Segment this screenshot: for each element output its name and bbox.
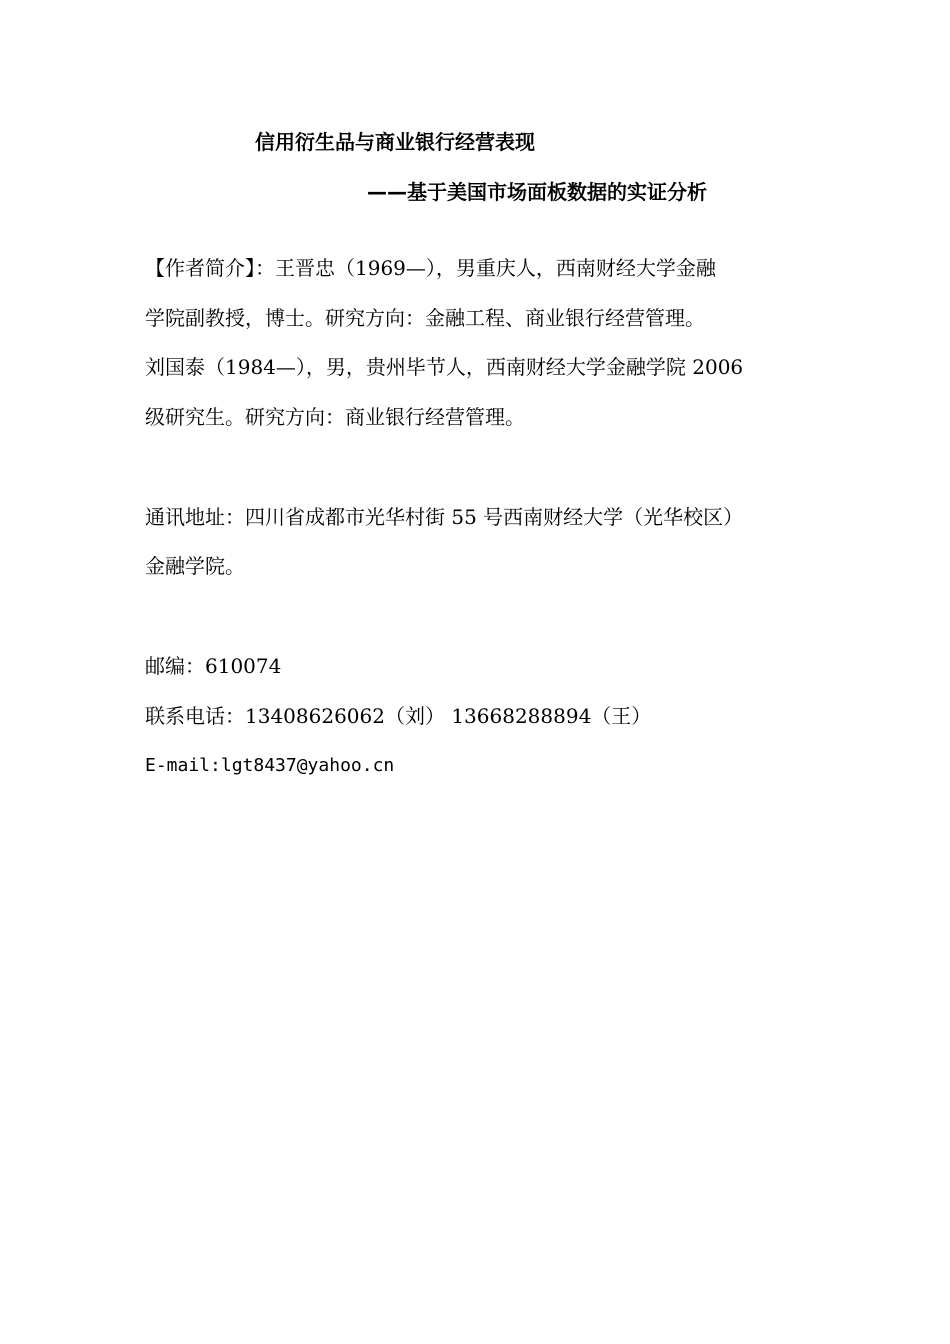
author-intro-line-1: 【作者简介】：王晋忠（1969—），男重庆人，西南财经大学金融 [145,256,716,280]
paper-subtitle: ——基于美国市场面板数据的实证分析 [367,180,707,204]
email-address: E-mail:lgt8437@yahoo.cn [145,755,395,776]
phone-numbers: 联系电话：13408626062（刘） 13668288894（王） [145,704,652,728]
postcode: 邮编：610074 [145,654,282,678]
address-line-1: 通讯地址：四川省成都市光华村街 55 号西南财经大学（光华校区） [145,505,744,529]
author-intro-line-3: 刘国泰（1984—），男，贵州毕节人，西南财经大学金融学院 2006 [145,355,744,379]
author-intro-line-2: 学院副教授，博士。研究方向：金融工程、商业银行经营管理。 [145,306,705,330]
author-intro-line-4: 级研究生。研究方向：商业银行经营管理。 [145,405,525,429]
paper-title: 信用衍生品与商业银行经营表现 [255,130,535,154]
address-line-2: 金融学院。 [145,554,245,578]
